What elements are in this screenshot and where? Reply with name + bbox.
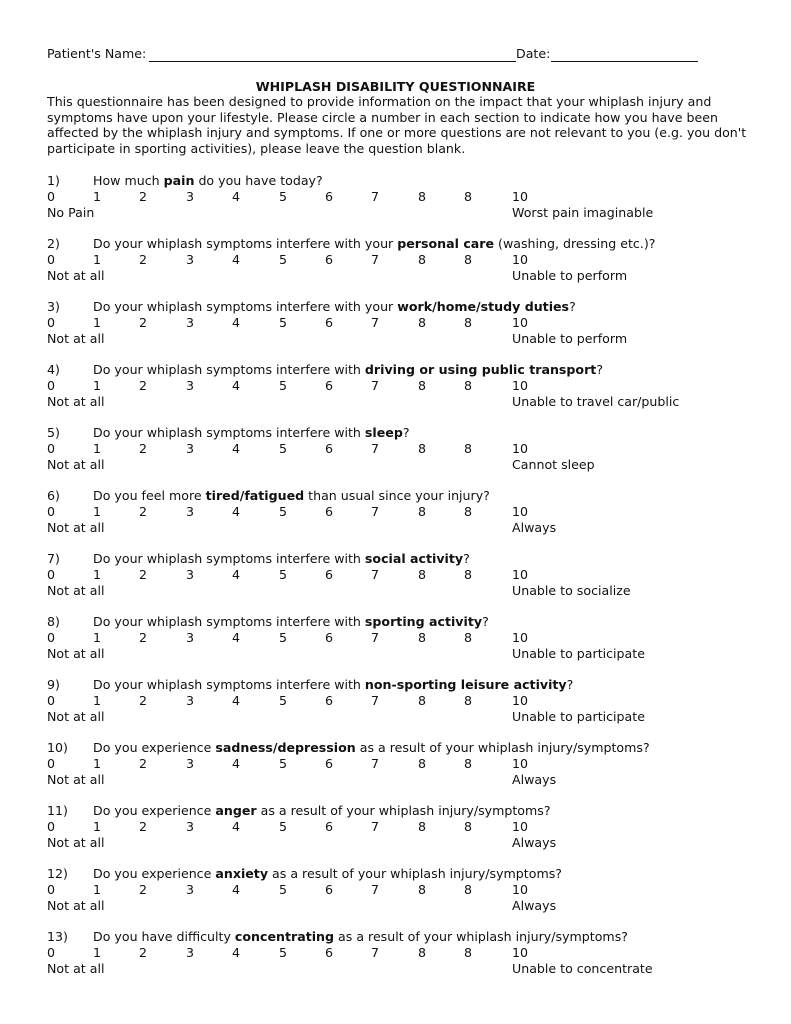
scale-min-label: Not at all [47,330,105,346]
scale-max-label: Cannot sleep [512,456,595,472]
rating-option[interactable]: 6 [325,440,334,456]
rating-scale [47,567,747,583]
rating-option[interactable]: 10 [512,440,529,456]
patient-header [47,46,707,64]
scale-min-label: Not at all [47,897,105,913]
rating-option[interactable]: 5 [279,944,288,960]
scale-min-label: Not at all [47,267,105,283]
rating-option[interactable]: 1 [93,440,102,456]
rating-option[interactable]: 3 [186,881,195,897]
question-text-pre: Do your whiplash symptoms interfere with [93,425,365,440]
question-text-pre: Do your whiplash symptoms interfere with your [93,236,398,251]
question-text-post: (washing, dressing etc.)? [494,236,656,251]
rating-option[interactable]: 8 [418,377,427,393]
question-text-post: as a result of your whiplash injury/symptoms? [334,929,628,944]
rating-scale [47,882,747,898]
rating-option[interactable]: 7 [371,440,380,456]
question-keyword: sleep [364,425,403,440]
question-6 [47,488,747,538]
rating-option[interactable]: 1 [93,377,102,393]
rating-option[interactable]: 1 [93,566,102,582]
rating-option[interactable]: 2 [139,251,148,267]
rating-option[interactable]: 8 [418,755,427,771]
rating-option[interactable]: 7 [371,944,380,960]
rating-option[interactable]: 3 [186,566,195,582]
rating-option[interactable]: 3 [186,944,195,960]
scale-max-label: Unable to concentrate [512,960,653,976]
rating-scale [47,441,747,457]
question-1 [47,173,747,223]
rating-option[interactable]: 4 [232,314,241,330]
rating-option[interactable]: 8 [464,629,473,645]
rating-option[interactable]: 3 [186,314,195,330]
rating-option[interactable]: 3 [186,818,195,834]
rating-option[interactable]: 0 [47,566,56,582]
scale-min-label: Not at all [47,393,105,409]
rating-option[interactable]: 5 [279,566,288,582]
question-text-post: than usual since your injury? [304,488,490,503]
question-text-pre: Do you experience [93,740,216,755]
question-3 [47,299,747,349]
question-text-post: ? [463,551,470,566]
rating-option[interactable]: 6 [325,188,334,204]
rating-option[interactable]: 2 [139,440,148,456]
rating-option[interactable]: 4 [232,503,241,519]
question-12 [47,866,747,916]
rating-option[interactable]: 10 [512,377,529,393]
rating-option[interactable]: 8 [418,440,427,456]
scale-min-label: Not at all [47,582,105,598]
rating-option[interactable]: 8 [418,251,427,267]
rating-option[interactable]: 8 [464,440,473,456]
scale-max-label: Unable to perform [512,330,628,346]
date-label: Date: [516,46,551,61]
rating-option[interactable]: 2 [139,314,148,330]
rating-option[interactable]: 4 [232,251,241,267]
rating-option[interactable]: 10 [512,251,529,267]
rating-option[interactable]: 3 [186,188,195,204]
scale-min-label: Not at all [47,645,105,661]
scale-min-label: Not at all [47,834,105,850]
rating-scale [47,315,747,331]
intro-paragraph: This questionnaire has been designed to provide information on the impact that your whiplash injury and symptoms have upon your lifestyle. Please circle a number in each section to indicate how you have been affected by the whiplash injury and symptoms. If one or more questions are not relevant to you (e.g. you don't participate in sporting activities), please leave the question blank. [47,94,747,156]
question-text [93,614,489,629]
rating-option[interactable]: 5 [279,881,288,897]
rating-option[interactable]: 1 [93,629,102,645]
rating-option[interactable]: 1 [93,692,102,708]
rating-option[interactable]: 2 [139,755,148,771]
question-keyword: tired/fatigued [205,488,305,503]
question-text [93,803,551,818]
scale-max-label: Unable to travel car/public [512,393,680,409]
rating-option[interactable]: 4 [232,377,241,393]
question-keyword: social activity [364,551,464,566]
question-number: 7) [47,551,60,566]
question-text [93,425,410,440]
question-text-post: ? [569,299,576,314]
rating-option[interactable]: 8 [464,566,473,582]
question-5 [47,425,747,475]
question-keyword: personal care [397,236,495,251]
question-text-post: do you have today? [194,173,323,188]
scale-max-label: Unable to participate [512,645,645,661]
rating-scale [47,504,747,520]
scale-max-label: Unable to participate [512,708,645,724]
rating-option[interactable]: 8 [418,566,427,582]
rating-option[interactable]: 7 [371,188,380,204]
rating-option[interactable]: 2 [139,188,148,204]
rating-option[interactable]: 10 [512,566,529,582]
rating-option[interactable]: 0 [47,629,56,645]
question-text [93,551,470,566]
question-text-pre: Do your whiplash symptoms interfere with [93,677,365,692]
rating-option[interactable]: 5 [279,629,288,645]
question-text [93,677,573,692]
rating-option[interactable]: 6 [325,944,334,960]
rating-option[interactable]: 4 [232,566,241,582]
question-number: 13) [47,929,68,944]
rating-option[interactable]: 5 [279,377,288,393]
rating-option[interactable]: 5 [279,251,288,267]
question-text [93,173,323,188]
rating-scale [47,819,747,835]
rating-option[interactable]: 1 [93,188,102,204]
question-text-post: as a result of your whiplash injury/symptoms? [256,803,551,818]
rating-scale [47,189,747,205]
rating-option[interactable]: 4 [232,629,241,645]
question-number: 2) [47,236,60,251]
question-text-pre: Do your whiplash symptoms interfere with [93,614,365,629]
question-text-pre: Do you experience [93,866,216,881]
rating-option[interactable]: 5 [279,503,288,519]
rating-option[interactable]: 5 [279,692,288,708]
scale-max-label: Worst pain imaginable [512,204,654,220]
rating-option[interactable]: 2 [139,503,148,519]
scale-max-label: Always [512,771,557,787]
question-text-post: as a result of your whiplash injury/symptoms? [355,740,650,755]
rating-option[interactable]: 8 [418,944,427,960]
question-text-post: as a result of your whiplash injury/symptoms? [268,866,562,881]
question-keyword: anxiety [215,866,269,881]
question-10 [47,740,747,790]
rating-option[interactable]: 8 [464,188,473,204]
rating-option[interactable]: 2 [139,377,148,393]
rating-option[interactable]: 10 [512,503,529,519]
rating-scale [47,693,747,709]
rating-option[interactable]: 10 [512,755,529,771]
rating-option[interactable]: 8 [464,818,473,834]
rating-option[interactable]: 8 [464,377,473,393]
question-keyword: anger [215,803,257,818]
rating-option[interactable]: 2 [139,692,148,708]
rating-option[interactable]: 7 [371,377,380,393]
rating-option[interactable]: 2 [139,881,148,897]
scale-min-label: Not at all [47,519,105,535]
scale-max-label: Unable to socialize [512,582,631,598]
rating-option[interactable]: 10 [512,314,529,330]
rating-option[interactable]: 2 [139,566,148,582]
rating-option[interactable]: 4 [232,440,241,456]
question-text-pre: Do your whiplash symptoms interfere with [93,362,365,377]
rating-option[interactable]: 8 [418,503,427,519]
question-keyword: sadness/depression [215,740,356,755]
question-text-post: ? [402,425,410,440]
scale-min-label: Not at all [47,960,105,976]
patient-name-field[interactable] [149,61,516,62]
rating-option[interactable]: 10 [512,692,529,708]
question-11 [47,803,747,853]
rating-option[interactable]: 0 [47,818,56,834]
question-2 [47,236,747,286]
question-9 [47,677,747,727]
rating-option[interactable]: 0 [47,692,56,708]
rating-option[interactable]: 8 [418,188,427,204]
question-13 [47,929,747,979]
question-text-pre: Do you feel more [93,488,206,503]
rating-option[interactable]: 0 [47,944,56,960]
question-text-pre: Do your whiplash symptoms interfere with [93,551,365,566]
question-keyword: sporting activity [364,614,483,629]
question-number: 3) [47,299,60,314]
rating-option[interactable]: 1 [93,755,102,771]
rating-option[interactable]: 1 [93,314,102,330]
rating-option[interactable]: 3 [186,755,195,771]
rating-option[interactable]: 6 [325,629,334,645]
rating-option[interactable]: 7 [371,566,380,582]
rating-option[interactable]: 8 [464,251,473,267]
rating-option[interactable]: 4 [232,692,241,708]
rating-option[interactable]: 4 [232,188,241,204]
rating-option[interactable]: 6 [325,377,334,393]
rating-scale [47,945,747,961]
rating-option[interactable]: 3 [186,377,195,393]
rating-option[interactable]: 6 [325,314,334,330]
question-keyword: work/home/study duties [397,299,570,314]
rating-option[interactable]: 1 [93,251,102,267]
scale-max-label: Always [512,834,557,850]
rating-scale [47,630,747,646]
rating-option[interactable]: 6 [325,692,334,708]
rating-option[interactable]: 1 [93,944,102,960]
rating-option[interactable]: 8 [464,944,473,960]
question-number: 5) [47,425,60,440]
rating-option[interactable]: 3 [186,629,195,645]
scale-max-label: Always [512,519,557,535]
rating-option[interactable]: 7 [371,314,380,330]
rating-option[interactable]: 8 [418,818,427,834]
scale-min-label: Not at all [47,771,105,787]
rating-option[interactable]: 7 [371,629,380,645]
scale-max-label: Always [512,897,557,913]
rating-option[interactable]: 10 [512,944,529,960]
rating-option[interactable]: 10 [512,188,529,204]
question-7 [47,551,747,601]
question-text-pre: Do you experience [93,803,216,818]
rating-option[interactable]: 6 [325,818,334,834]
question-text [93,866,562,881]
rating-option[interactable]: 7 [371,881,380,897]
rating-option[interactable]: 8 [464,881,473,897]
question-text [93,929,628,944]
rating-option[interactable]: 0 [47,377,56,393]
question-text [93,236,655,251]
question-number: 6) [47,488,60,503]
rating-option[interactable]: 8 [464,755,473,771]
rating-option[interactable]: 0 [47,881,56,897]
question-text [93,488,490,503]
rating-option[interactable]: 3 [186,692,195,708]
rating-option[interactable]: 4 [232,755,241,771]
rating-option[interactable]: 0 [47,755,56,771]
rating-option[interactable]: 7 [371,692,380,708]
question-number: 8) [47,614,60,629]
rating-option[interactable]: 6 [325,251,334,267]
scale-min-label: Not at all [47,708,105,724]
rating-option[interactable]: 7 [371,818,380,834]
rating-option[interactable]: 2 [139,944,148,960]
question-keyword: driving or using public transport [364,362,597,377]
rating-option[interactable]: 6 [325,503,334,519]
rating-option[interactable]: 10 [512,629,529,645]
question-text [93,740,650,755]
rating-option[interactable]: 7 [371,503,380,519]
rating-option[interactable]: 10 [512,881,529,897]
question-number: 9) [47,677,60,692]
rating-option[interactable]: 8 [464,692,473,708]
question-text-post: ? [596,362,604,377]
rating-option[interactable]: 8 [464,314,473,330]
rating-option[interactable]: 7 [371,251,380,267]
question-number: 4) [47,362,60,377]
rating-option[interactable]: 4 [232,818,241,834]
rating-option[interactable]: 5 [279,755,288,771]
scale-min-label: No Pain [47,204,95,220]
question-text [93,362,603,377]
question-4 [47,362,747,412]
rating-option[interactable]: 10 [512,818,529,834]
rating-option[interactable]: 0 [47,188,56,204]
rating-option[interactable]: 6 [325,755,334,771]
date-field[interactable] [551,61,698,62]
question-number: 10) [47,740,68,755]
rating-option[interactable]: 3 [186,251,195,267]
rating-option[interactable]: 8 [418,314,427,330]
rating-option[interactable]: 0 [47,440,56,456]
question-text-pre: Do you have difficulty [93,929,235,944]
rating-option[interactable]: 5 [279,188,288,204]
rating-option[interactable]: 8 [418,881,427,897]
question-text-post: ? [566,677,574,692]
question-keyword: non-sporting leisure activity [364,677,567,692]
question-8 [47,614,747,664]
rating-scale [47,756,747,772]
rating-scale [47,252,747,268]
rating-option[interactable]: 1 [93,818,102,834]
rating-option[interactable]: 4 [232,881,241,897]
rating-option[interactable]: 5 [279,440,288,456]
rating-option[interactable]: 6 [325,881,334,897]
rating-option[interactable]: 6 [325,566,334,582]
question-number: 1) [47,173,60,188]
rating-option[interactable]: 5 [279,314,288,330]
rating-option[interactable]: 1 [93,503,102,519]
rating-option[interactable]: 2 [139,818,148,834]
rating-option[interactable]: 3 [186,440,195,456]
rating-scale [47,378,747,394]
scale-max-label: Unable to perform [512,267,628,283]
rating-option[interactable]: 8 [464,503,473,519]
rating-option[interactable]: 1 [93,881,102,897]
question-keyword: pain [163,173,195,188]
rating-option[interactable]: 7 [371,755,380,771]
questionnaire-title: WHIPLASH DISABILITY QUESTIONNAIRE [255,79,536,94]
question-number: 12) [47,866,68,881]
question-text-pre: How much [93,173,164,188]
question-text [93,299,576,314]
rating-option[interactable]: 3 [186,503,195,519]
rating-option[interactable]: 0 [47,251,56,267]
question-text-post: ? [482,614,489,629]
rating-option[interactable]: 0 [47,314,56,330]
patient-name-label: Patient's Name: [47,46,147,61]
rating-option[interactable]: 4 [232,944,241,960]
question-keyword: concentrating [234,929,335,944]
question-text-pre: Do your whiplash symptoms interfere with your [93,299,398,314]
rating-option[interactable]: 5 [279,818,288,834]
scale-min-label: Not at all [47,456,105,472]
question-number: 11) [47,803,68,818]
rating-option[interactable]: 2 [139,629,148,645]
rating-option[interactable]: 8 [418,629,427,645]
rating-option[interactable]: 8 [418,692,427,708]
rating-option[interactable]: 0 [47,503,56,519]
